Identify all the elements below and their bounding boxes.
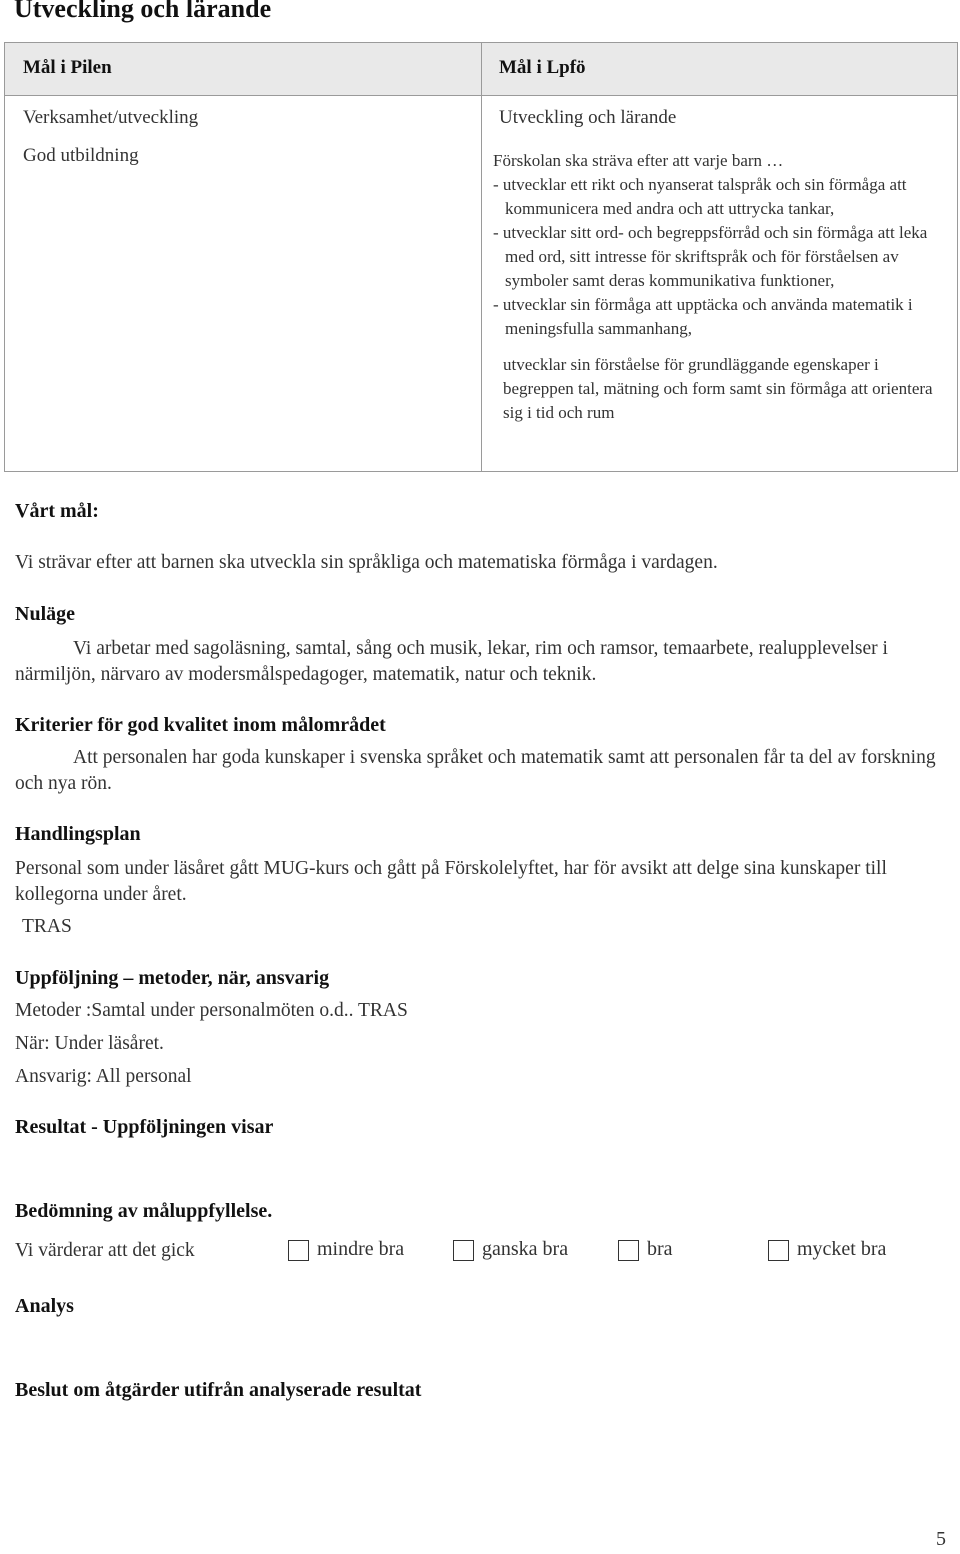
checkbox-bra[interactable] <box>618 1240 639 1261</box>
handlingsplan-extra: TRAS <box>22 916 72 937</box>
uppfoljning-metoder: Metoder :Samtal under personalmöten o.d.. TRAS <box>15 1000 408 1021</box>
uppfoljning-nar: När: Under läsåret. <box>15 1033 164 1054</box>
label-bra: bra <box>647 1238 673 1260</box>
handlingsplan-heading: Handlingsplan <box>15 823 141 845</box>
goals-table <box>4 42 958 472</box>
cell-utveckling-larande: Utveckling och lärande <box>499 107 677 128</box>
page-number: 5 <box>936 1528 946 1550</box>
handlingsplan-text: Personal som under läsåret gått MUG-kurs och gått på Förskolelyftet, har för avsikt att delge sina kunskaper till kollegorna under året. <box>15 858 887 905</box>
label-mindre-bra: mindre bra <box>317 1238 405 1260</box>
resultat-heading: Resultat - Uppföljningen visar <box>15 1116 274 1138</box>
lpfo-extra: utvecklar sin förståelse för grundläggande egenskaper i begreppen tal, mätning och form samt sin förmåga att orientera sig i tid och rum <box>503 355 933 422</box>
nulage-text: Vi arbetar med sagoläsning, samtal, sång och musik, lekar, rim och ramsor, temaarbete, realupplevelser i närmiljön, närvaro av modersmålspedagoger, matematik, natur och teknik. <box>15 638 888 685</box>
lpfo-item: - utvecklar sitt ord- och begreppsförråd och sin förmåga att leka med ord, sitt intresse för skriftspråk och för förståelsen av symboler samt deras kommunikativa funktioner, <box>493 223 928 290</box>
checkbox-mindre-bra[interactable] <box>288 1240 309 1261</box>
cell-god-utbildning: God utbildning <box>23 145 139 166</box>
vart-mal-text: Vi strävar efter att barnen ska utveckla sin språkliga och matematiska förmåga i vardagen. <box>15 552 718 573</box>
label-mycket-bra: mycket bra <box>797 1238 887 1260</box>
kriterier-heading: Kriterier för god kvalitet inom målområdet <box>15 714 386 736</box>
checkbox-ganska-bra[interactable] <box>453 1240 474 1261</box>
lpfo-goals <box>493 149 943 425</box>
bedomning-heading: Bedömning av måluppfyllelse. <box>15 1200 273 1222</box>
lpfo-item: - utvecklar sin förmåga att upptäcka och använda matematik i meningsfulla sammanhang, <box>493 295 913 338</box>
uppfoljning-heading: Uppföljning – metoder, när, ansvarig <box>15 967 330 989</box>
header-mal-i-pilen: Mål i Pilen <box>23 57 112 78</box>
vart-mal-heading: Vårt mål: <box>15 500 99 522</box>
beslut-heading: Beslut om åtgärder utifrån analyserade resultat <box>15 1379 422 1401</box>
lpfo-item: - utvecklar ett rikt och nyanserat talspråk och sin förmåga att kommunicera med andra och att uttrycka tankar, <box>493 175 907 218</box>
cell-verksamhet: Verksamhet/utveckling <box>23 107 199 128</box>
checkbox-mycket-bra[interactable] <box>768 1240 789 1261</box>
label-ganska-bra: ganska bra <box>482 1238 569 1260</box>
page-title: Utveckling och lärande <box>14 0 272 23</box>
column-divider <box>481 43 482 471</box>
kriterier-text: Att personalen har goda kunskaper i svenska språket och matematik samt att personalen får ta del av forskning och nya rön. <box>15 747 936 794</box>
nulage-heading: Nuläge <box>15 603 75 625</box>
header-mal-i-lpfo: Mål i Lpfö <box>499 57 586 78</box>
lpfo-intro: Förskolan ska sträva efter att varje barn … <box>493 151 784 170</box>
uppfoljning-ansvarig: Ansvarig: All personal <box>15 1066 192 1087</box>
analys-heading: Analys <box>15 1295 74 1317</box>
bedomning-prompt: Vi värderar att det gick <box>15 1240 195 1261</box>
